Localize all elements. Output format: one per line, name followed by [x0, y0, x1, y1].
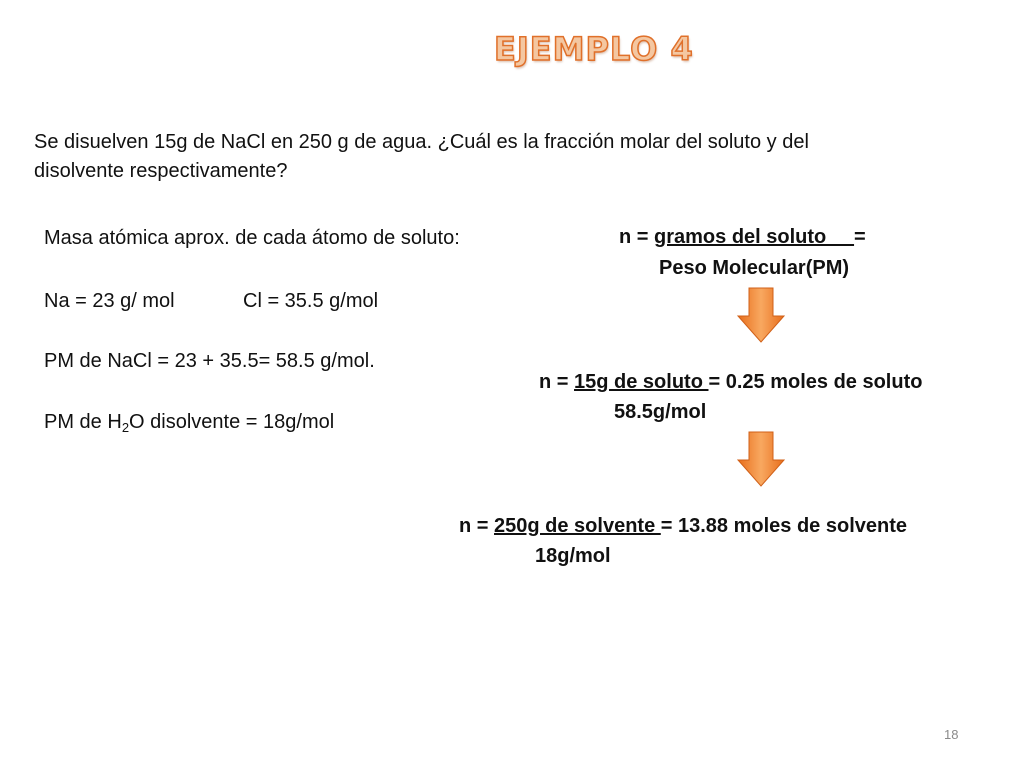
problem-line-2: disolvente respectivamente? [34, 160, 288, 182]
arrow-down-icon [736, 430, 786, 488]
formula-3-numerator: 250g de solvente [494, 515, 661, 537]
formula-1-lhs: n = [619, 226, 655, 248]
arrow-down-icon [736, 286, 786, 344]
formula-2 [539, 371, 922, 394]
formula-1-eq: = [854, 226, 866, 248]
cl-mass: Cl = 35.5 g/mol [243, 290, 379, 312]
page-number: 18 [944, 727, 959, 742]
formula-2-numerator: 15g de soluto [574, 371, 709, 393]
pm-nacl: PM de NaCl = 23 + 35.5= 58.5 g/mol. [44, 350, 375, 372]
formula-1-numerator: gramos del soluto [654, 226, 855, 248]
pm-h2o-prefix: PM de H [44, 411, 122, 433]
formula-3-denominator: 18g/mol [535, 545, 611, 567]
formula-2-lhs: n = [539, 371, 575, 393]
formula-1-denominator: Peso Molecular(PM) [659, 257, 850, 279]
formula-3 [459, 515, 907, 538]
formula-3-lhs: n = [459, 515, 495, 537]
pm-h2o [44, 408, 334, 437]
problem-line-1: Se disuelven 15g de NaCl en 250 g de agua. ¿Cuál es la fracción molar del soluto y del [34, 131, 809, 153]
formula-3-result: = 13.88 moles de solvente [660, 515, 908, 537]
masa-atomica-header: Masa atómica aprox. de cada átomo de soluto: [44, 227, 460, 249]
na-mass: Na = 23 g/ mol [44, 290, 175, 312]
formula-2-result: = 0.25 moles de soluto [708, 371, 923, 393]
pm-h2o-subscript: 2 [121, 420, 130, 435]
pm-h2o-suffix: O disolvente = 18g/mol [129, 411, 335, 433]
formula-1 [619, 226, 866, 249]
formula-2-denominator: 58.5g/mol [614, 401, 707, 423]
slide-title: EJEMPLO 4 [494, 30, 694, 68]
